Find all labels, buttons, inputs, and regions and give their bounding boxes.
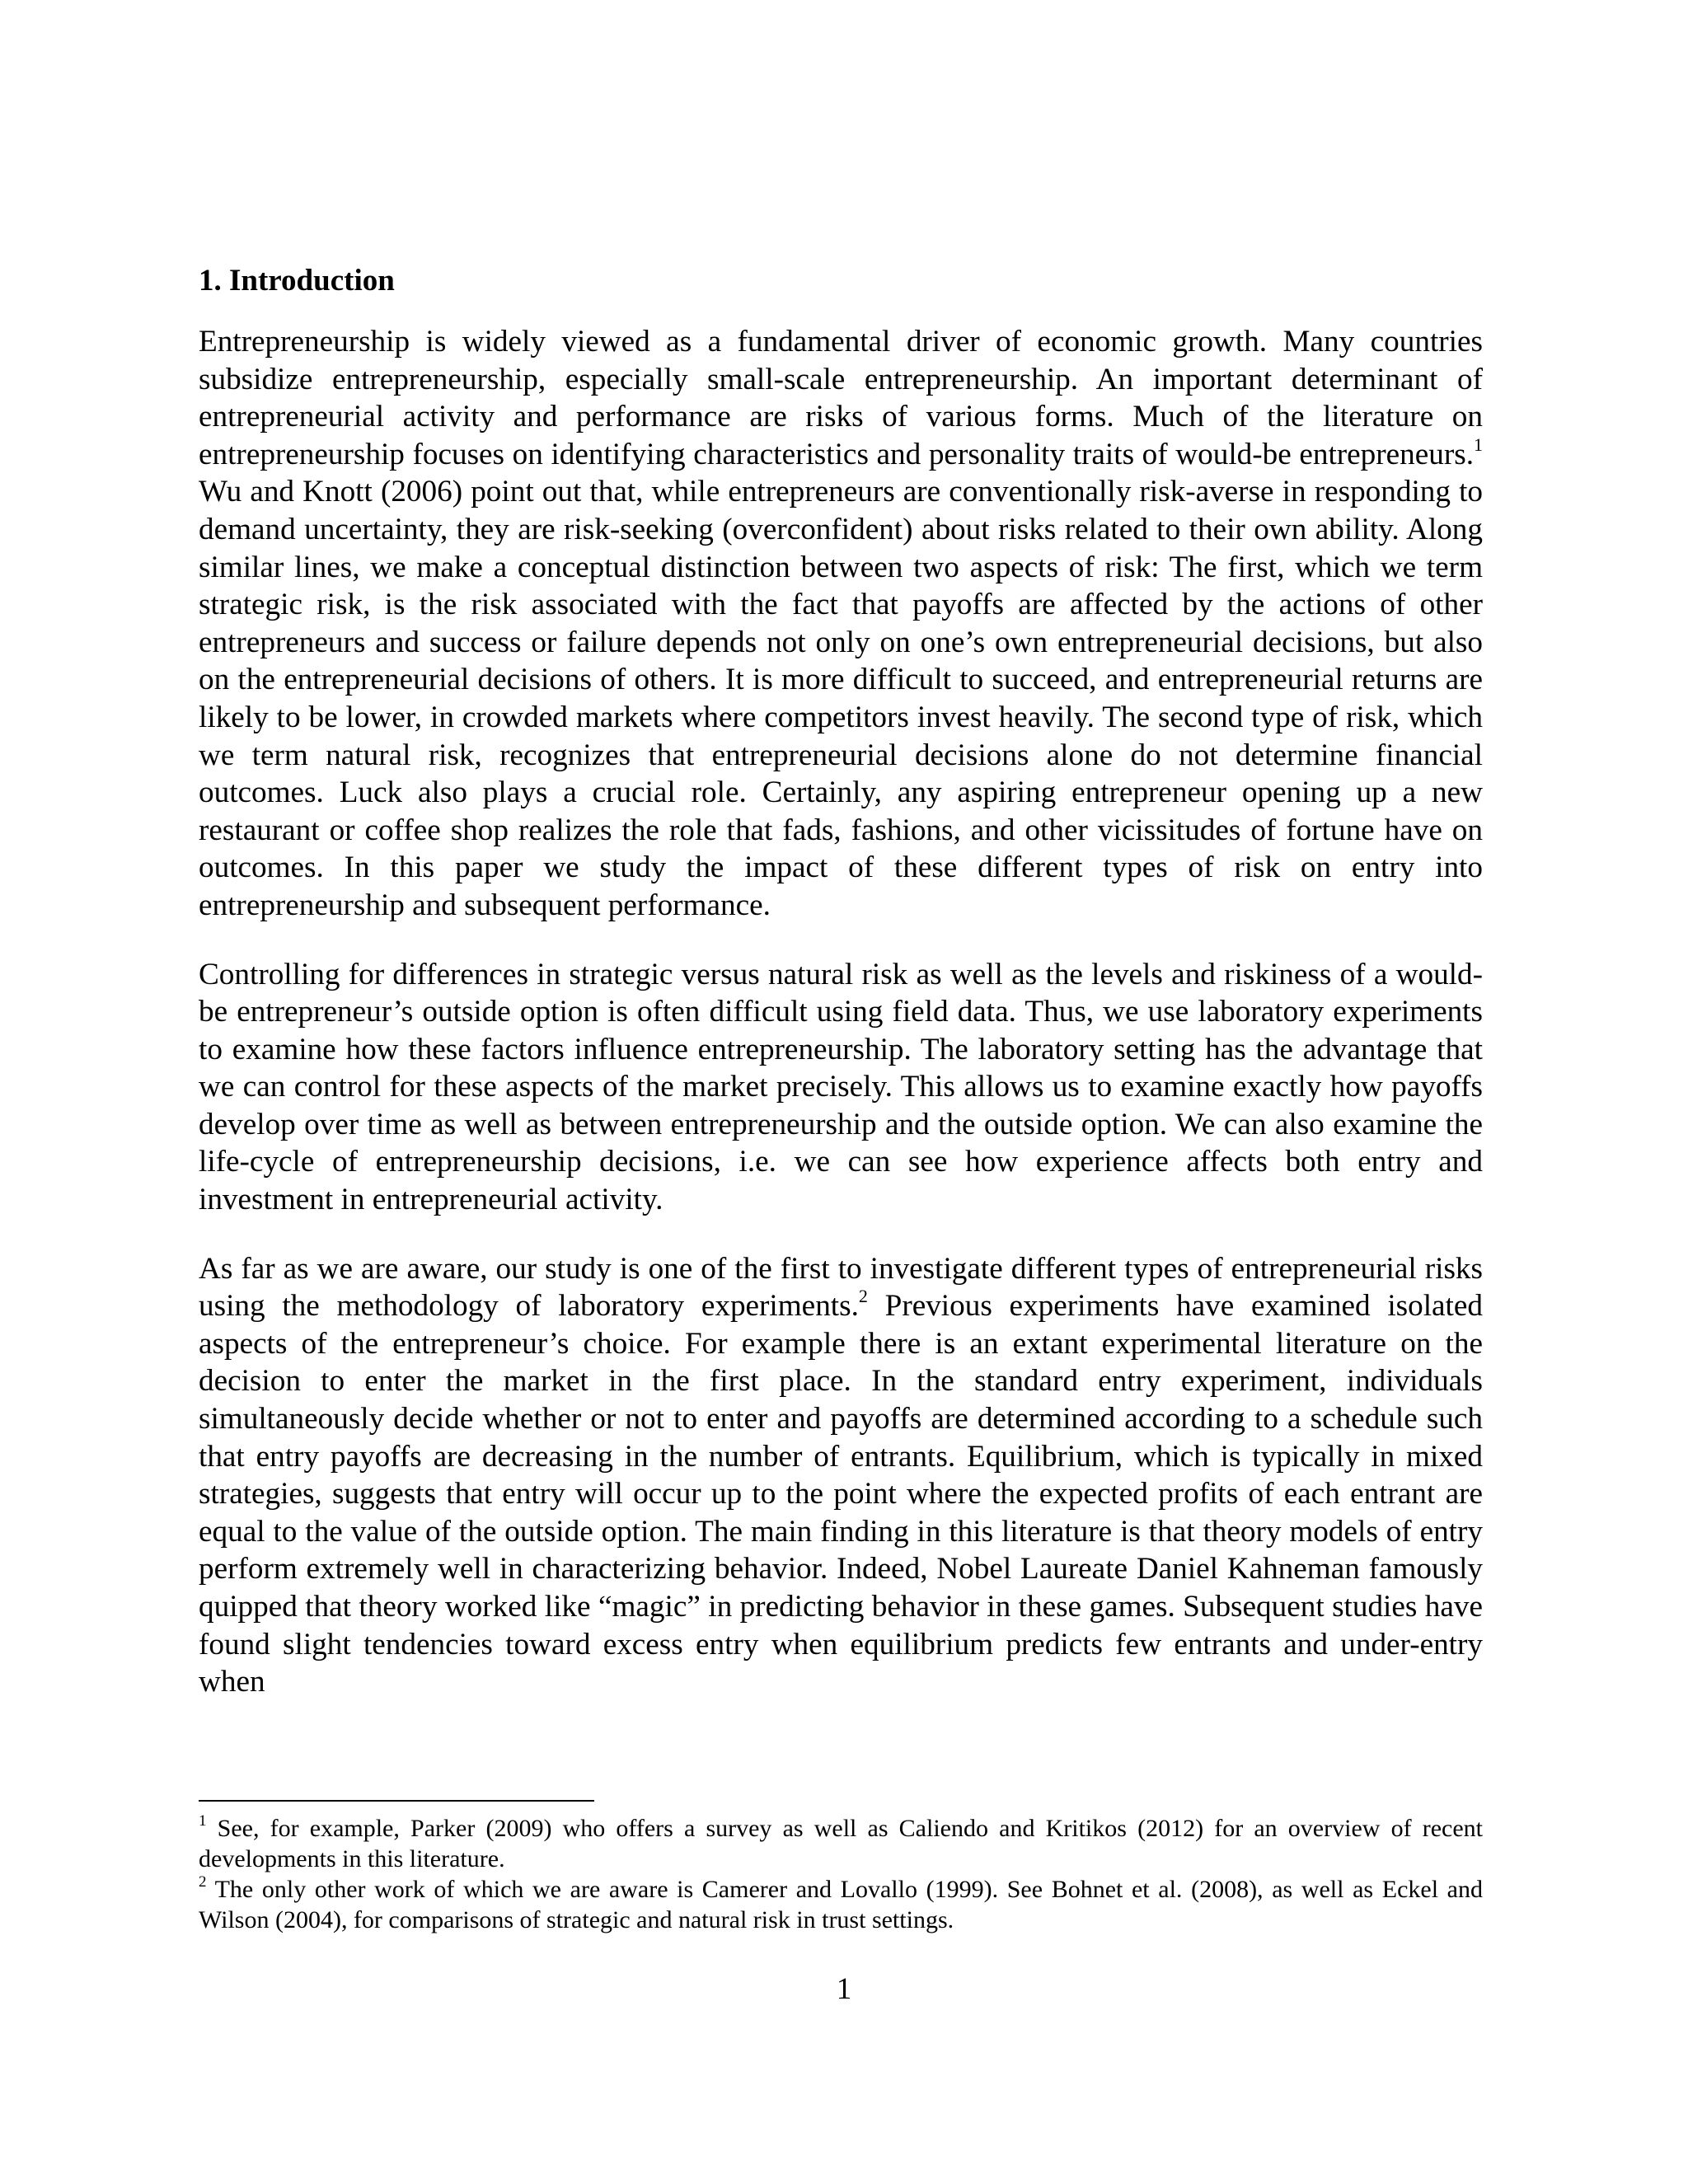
footnote-marker: 2 xyxy=(199,1873,207,1891)
footnote-text: The only other work of which we are aware is Camerer and Lovallo (1999). See Bohnet et al. (2008), as well as Eckel and Wilson (2004), for comparisons of strategic and natural risk in trust settings. xyxy=(199,1876,1483,1933)
footnote xyxy=(199,1874,1483,1935)
page-body xyxy=(199,262,1483,1732)
paragraph-text: As far as we are aware, our study is one of the first to investigate different types of entrepreneurial risks using the methodology of laboratory experiments. xyxy=(199,1251,1483,1324)
footnote-marker: 1 xyxy=(199,1812,207,1830)
footnote-reference: 2 xyxy=(858,1286,868,1307)
body-paragraph xyxy=(199,323,1483,925)
footnote xyxy=(199,1813,1483,1874)
section-heading: 1. Introduction xyxy=(199,264,395,298)
body-paragraph xyxy=(199,1250,1483,1701)
footnote-divider xyxy=(199,1800,594,1802)
paragraph-text: Previous experiments have examined isolated aspects of the entrepreneur’s choice. For example there is an extant experimental literature on the decision to enter the market in the first place. In the standard entry experiment, individuals simultaneously decide whether or not to enter and payoffs are determined according to a schedule such that entry payoffs are decreasing in the number of entrants. Equilibrium, which is typically in mixed strategies, suggests that entry will occur up to the point where the expected profits of each entrant are equal to the value of the outside option. The main finding in this literature is that theory models of entry perform extremely well in characterizing behavior. Indeed, Nobel Laureate Daniel Kahneman famously quipped that theory worked like “magic” in predicting behavior in these games. Subsequent studies have found slight tendencies toward excess entry when equilibrium predicts few entrants and under-entry when xyxy=(199,1289,1483,1699)
paragraph-text: Entrepreneurship is widely viewed as a fundamental driver of economic growth. Many countries subsidize entrepreneurship, especially small-scale entrepreneurship. An important determinant of entrepreneurial activity and performance are risks of various forms. Much of the literature on entrepreneurship focuses on identifying characteristics and personality traits of would-be entrepreneurs. xyxy=(199,325,1483,471)
paragraph-text: Wu and Knott (2006) point out that, while entrepreneurs are conventionally risk-averse in responding to demand uncertainty, they are risk-seeking (overconfident) about risks related to their own ability. Along similar lines, we make a conceptual distinction between two aspects of risk: The first, which we term strategic risk, is the risk associated with the fact that payoffs are affected by the actions of other entrepreneurs and success or failure depends not only on one’s own entrepreneurial decisions, but also on the entrepreneurial decisions of others. It is more difficult to succeed, and entrepreneurial returns are likely to be lower, in crowded markets where competitors invest heavily. The second type of risk, which we term natural risk, recognizes that entrepreneurial decisions alone do not determine financial outcomes. Luck also plays a crucial role. Certainly, any aspiring entrepreneur opening up a new restaurant or coffee shop realizes the role that fads, fashions, and other vicissitudes of fortune have on outcomes. In this paper we study the impact of these different types of risk on entry into entrepreneurship and subsequent performance. xyxy=(199,475,1483,922)
page-number: 1 xyxy=(836,1972,852,2006)
footnote-text: See, for example, Parker (2009) who offers a survey as well as Caliendo and Kritikos (2012) for an overview of recent developments in this literature. xyxy=(199,1815,1483,1872)
footnotes xyxy=(199,1813,1483,1935)
body-paragraph: Controlling for differences in strategic versus natural risk as well as the levels and riskiness of a would-be entrepreneur’s outside option is often difficult using field data. Thus, we use laboratory experiments to examine how these factors influence entrepreneurship. The laboratory setting has the advantage that we can control for these aspects of the market precisely. This allows us to examine exactly how payoffs develop over time as well as between entrepreneurship and the outside option. We can also examine the life-cycle of entrepreneurship decisions, i.e. we can see how experience affects both entry and investment in entrepreneurial activity. xyxy=(199,957,1483,1217)
footnote-reference: 1 xyxy=(1474,434,1483,455)
